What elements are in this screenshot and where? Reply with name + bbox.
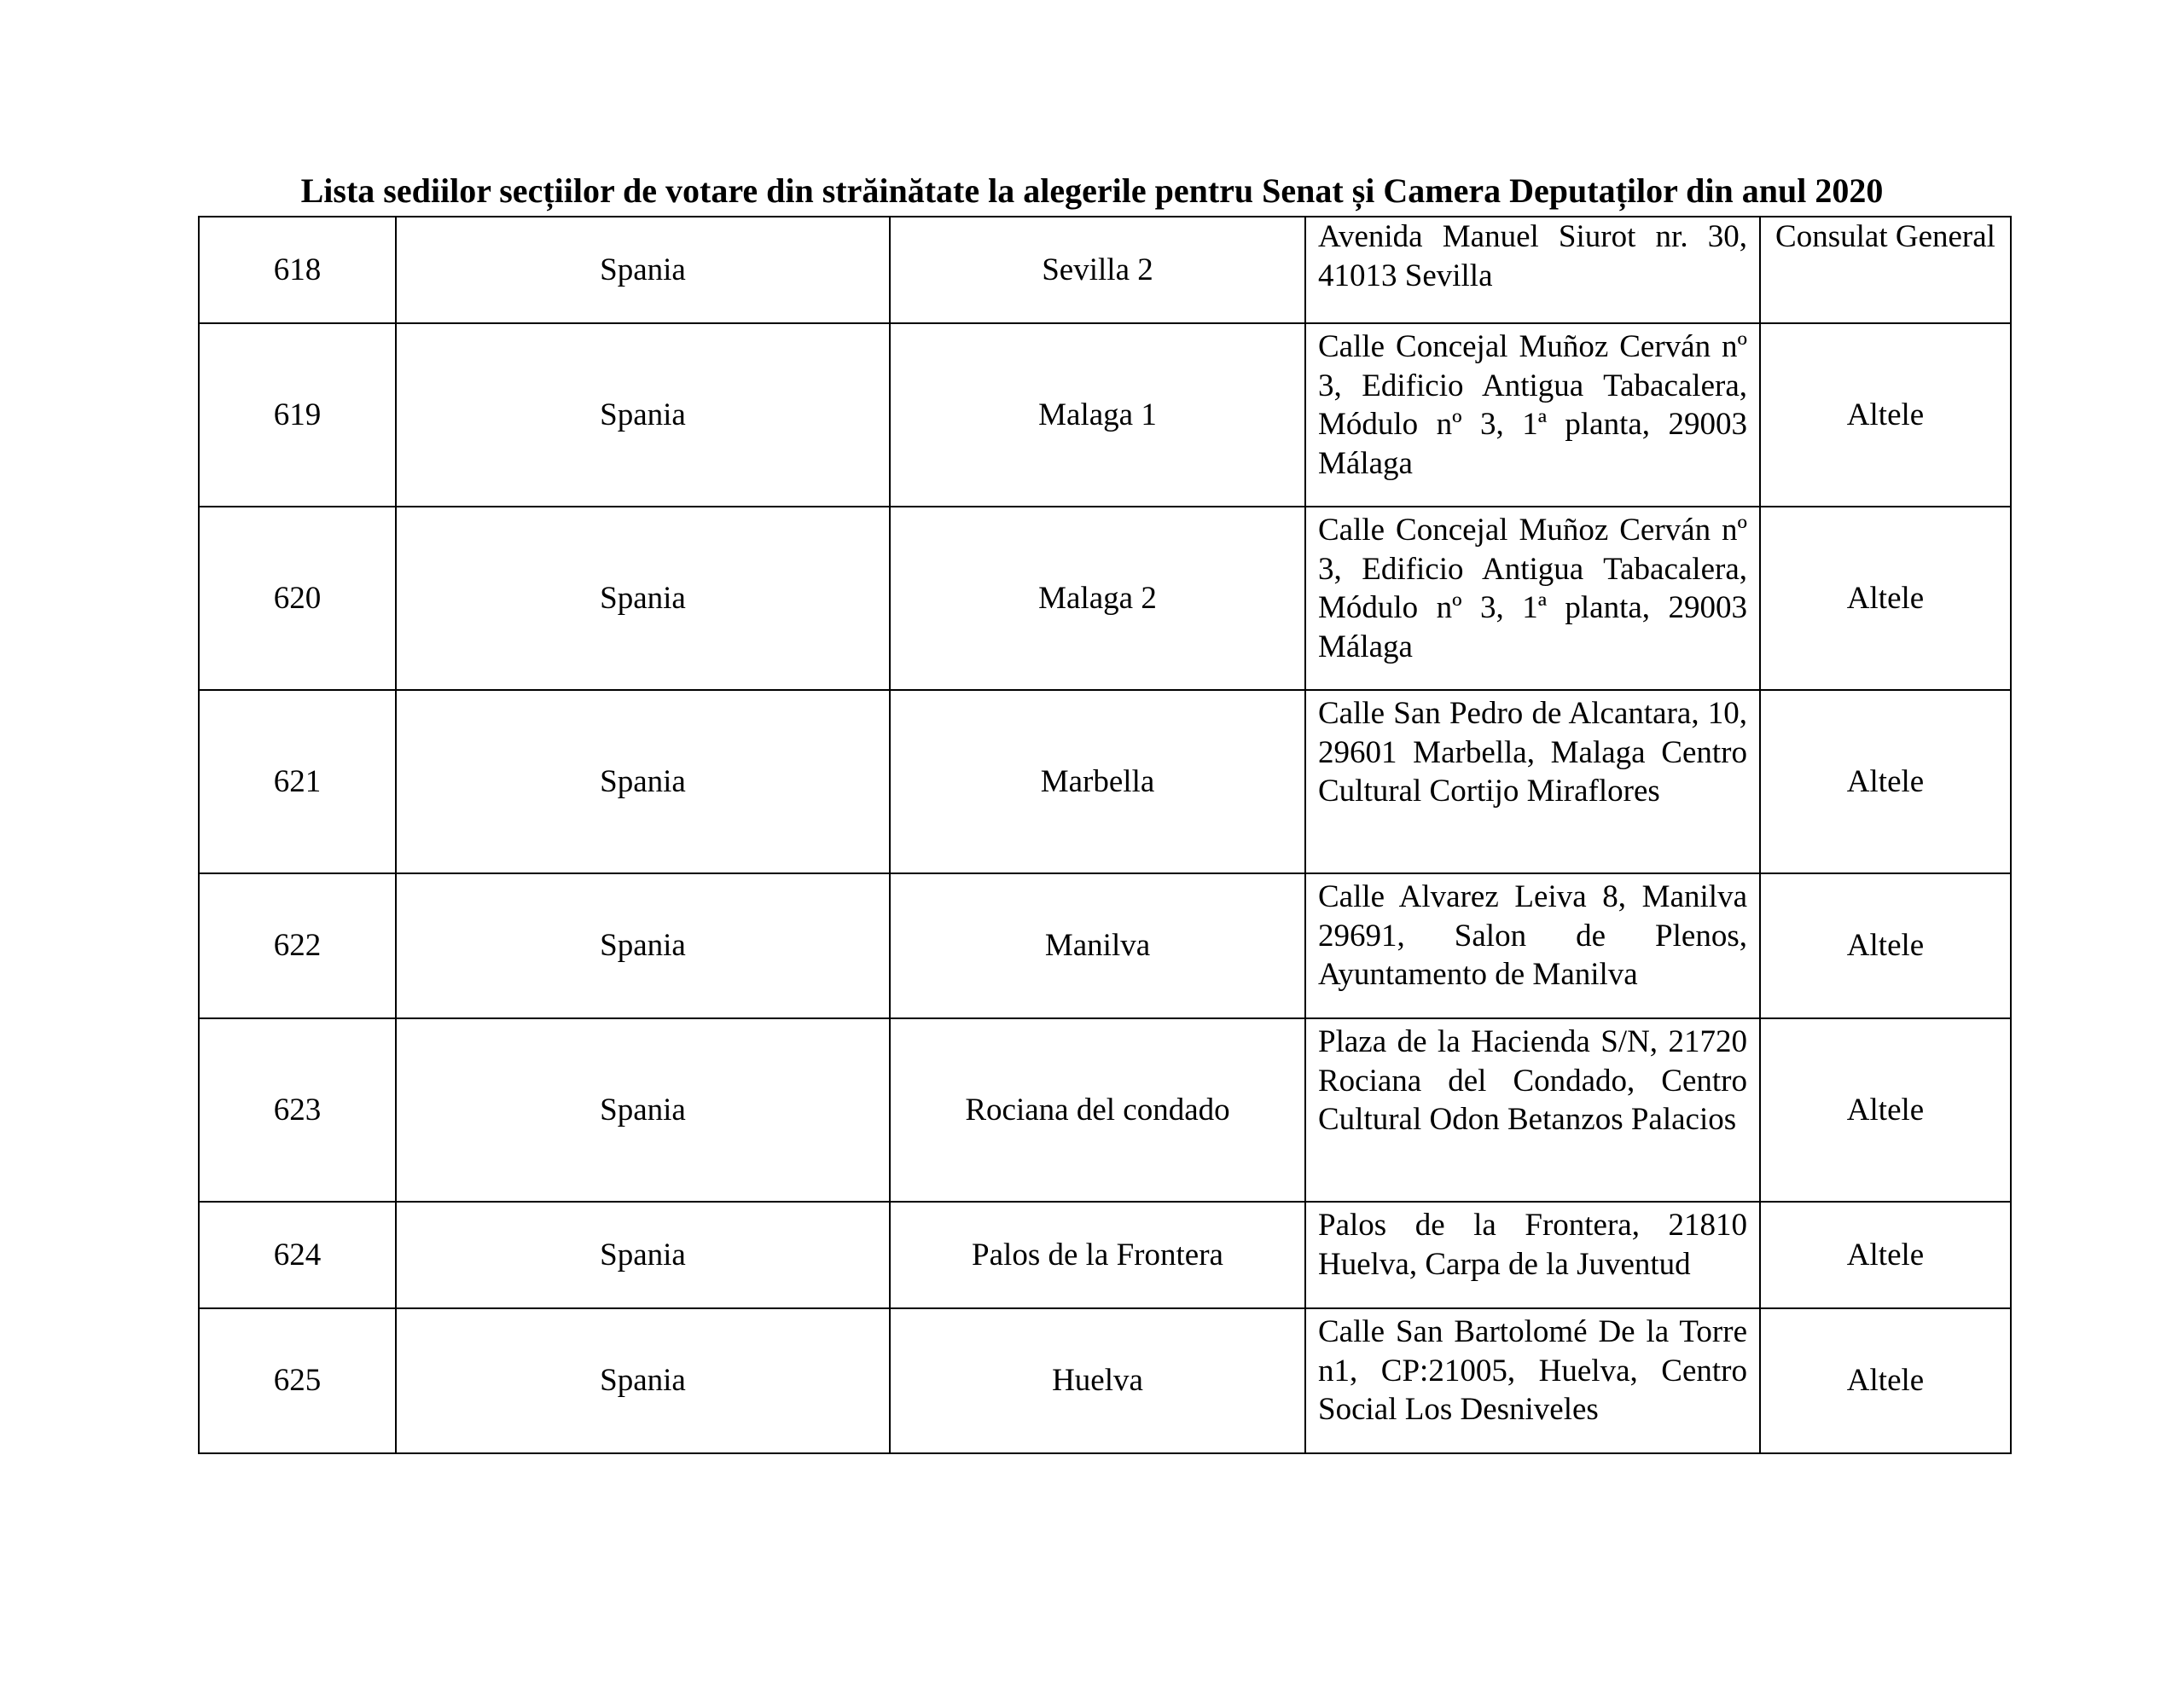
country-cell: Spania [396,690,890,873]
table-row [199,873,2011,1018]
station-number-cell: 623 [199,1018,396,1202]
station-number-cell: 618 [199,217,396,323]
station-number-cell: 619 [199,323,396,507]
table-row [199,690,2011,873]
table-row [199,1308,2011,1453]
country-cell: Spania [396,217,890,323]
country-cell: Spania [396,1018,890,1202]
polling-stations-table [198,216,2012,1454]
address-cell: Calle Alvarez Leiva 8, Manilva 29691, Salon de Plenos, Ayuntamento de Manilva [1305,873,1760,1018]
table-row [199,1018,2011,1202]
address-cell: Calle Concejal Muñoz Cerván nº 3, Edificio Antigua Tabacalera, Módulo nº 3, 1ª planta, 29003 Málaga [1305,507,1760,690]
locality-cell: Sevilla 2 [890,217,1305,323]
station-number-cell: 622 [199,873,396,1018]
country-cell: Spania [396,1308,890,1453]
locality-cell: Huelva [890,1308,1305,1453]
table-row [199,323,2011,507]
station-number-cell: 625 [199,1308,396,1453]
country-cell: Spania [396,323,890,507]
locality-cell: Rociana del condado [890,1018,1305,1202]
country-cell: Spania [396,507,890,690]
locality-cell: Malaga 1 [890,323,1305,507]
location-type-cell: Altele [1760,1202,2011,1308]
country-cell: Spania [396,1202,890,1308]
address-cell: Calle San Pedro de Alcantara, 10, 29601 Marbella, Malaga Centro Cultural Cortijo Miraflores [1305,690,1760,873]
address-cell: Avenida Manuel Siurot nr. 30, 41013 Sevilla [1305,217,1760,323]
locality-cell: Malaga 2 [890,507,1305,690]
location-type-cell: Altele [1760,507,2011,690]
station-number-cell: 624 [199,1202,396,1308]
address-cell: Plaza de la Hacienda S/N, 21720 Rociana del Condado, Centro Cultural Odon Betanzos Palacios [1305,1018,1760,1202]
location-type-cell: Altele [1760,690,2011,873]
address-cell: Calle San Bartolomé De la Torre n1, CP:21005, Huelva, Centro Social Los Desniveles [1305,1308,1760,1453]
country-cell: Spania [396,873,890,1018]
locality-cell: Marbella [890,690,1305,873]
location-type-cell: Consulat General [1760,217,2011,323]
station-number-cell: 620 [199,507,396,690]
table-row [199,507,2011,690]
address-cell: Palos de la Frontera, 21810 Huelva, Carpa de la Juventud [1305,1202,1760,1308]
table-row [199,1202,2011,1308]
location-type-cell: Altele [1760,323,2011,507]
location-type-cell: Altele [1760,1308,2011,1453]
address-cell: Calle Concejal Muñoz Cerván nº 3, Edificio Antigua Tabacalera, Módulo nº 3, 1ª planta, 29003 Málaga [1305,323,1760,507]
location-type-cell: Altele [1760,873,2011,1018]
table-body [199,217,2011,1453]
page-title: Lista sediilor secțiilor de votare din străinătate la alegerile pentru Senat și Camera Deputaților din anul 2020 [300,171,1884,210]
station-number-cell: 621 [199,690,396,873]
locality-cell: Palos de la Frontera [890,1202,1305,1308]
locality-cell: Manilva [890,873,1305,1018]
location-type-cell: Altele [1760,1018,2011,1202]
table-row [199,217,2011,323]
